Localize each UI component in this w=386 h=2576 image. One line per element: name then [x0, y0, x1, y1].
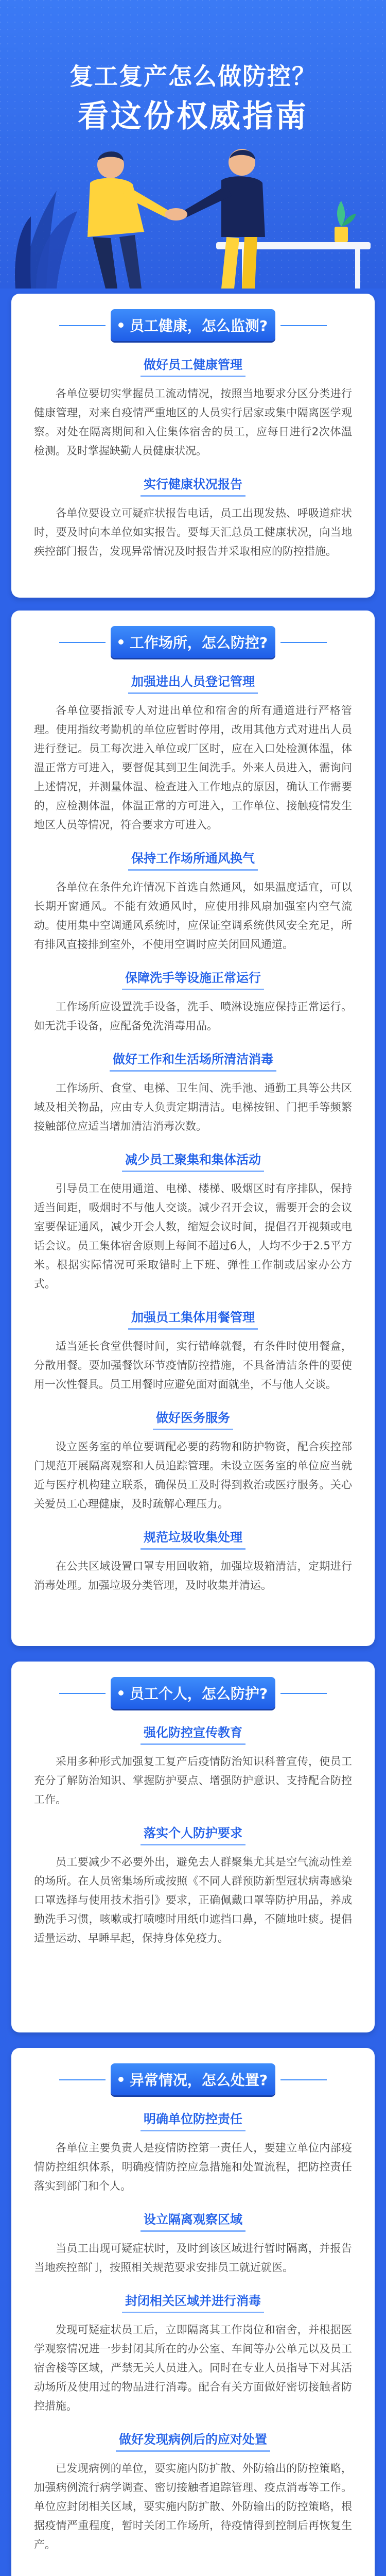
section-health-monitoring — [11, 294, 375, 598]
paragraph: 引导员工在使用通道、电梯、楼梯、吸烟区时有序排队，保持适当间距，吸烟时不与他人交谈。减少召开会议，需要开会的会议室要保证通风，减少开会人数，缩短会议时间，提倡召开视频或电话会议。员工集体宿舍原则上每间不超过6人，人均不少于2.5平方米。根据实际情况可采取错时上下班、弹性工作制或居家办公方式。 — [34, 1182, 352, 1290]
subsection-title: 明确单位防控责任 — [11, 2109, 375, 2131]
subsection-title: 做好员工健康管理 — [11, 354, 375, 377]
subsection-title: 封闭相关区域并进行消毒 — [11, 2291, 375, 2313]
paragraph: 工作场所应设置洗手设备，洗手、喷淋设施应保持正常运行。如无洗手设备，应配备免洗消毒用品。 — [34, 1001, 352, 1032]
paragraph: 发现可疑症状员工后，立即隔离其工作岗位和宿舍，并根据医学观察情况进一步封闭其所在的办公室、车间等办公单元以及员工宿舍楼等区域，严禁无关人员进入。同时在专业人员指导下对其活动场所及使用过的物品进行消毒。配合有关方面做好密切接触者防控措施。 — [34, 2324, 352, 2412]
subsection-title: 加强进出人员登记管理 — [11, 671, 375, 694]
handshake-illustration — [0, 129, 386, 289]
subsection-title: 落实个人防护要求 — [11, 1823, 375, 1845]
section-workplace-prevention — [11, 611, 375, 1646]
subsection-title: 做好工作和生活场所清洁消毒 — [11, 1049, 375, 1072]
bullet-dot-icon — [118, 323, 124, 328]
paragraph: 各单位要指派专人对进出单位和宿舍的所有通道进行严格管理。使用指纹考勤机的单位应暂时停用，改用其他方式对进出人员进行登记。员工每次进入单位或厂区时，应在入口处检测体温，体温正常方可进入，要督促其到卫生间洗手。外来人员进入，需询问上述情况，并测量体温、检查进入工作地点的原因，确认工作需要的，应检测体温，体温正常的方可进入，工作单位、接触疫情发生地区人员等情况，符合要求方可进入。 — [34, 704, 352, 831]
subsection-title: 设立隔离观察区域 — [11, 2209, 375, 2232]
hero-title-line2: 看这份权威指南 — [78, 98, 308, 134]
paragraph: 各单位主要负责人是疫情防控第一责任人，要建立单位内部疫情防控组织体系，明确疫情防控应急措施和处置流程，把防控责任落实到部门和个人。 — [34, 2142, 352, 2192]
section-abnormal-handling — [11, 2048, 375, 2576]
subsection-title: 强化防控宣传教育 — [11, 1722, 375, 1745]
subsection-title: 做好医务服务 — [11, 1408, 375, 1430]
bullet-dot-icon — [118, 639, 124, 645]
bullet-dot-icon — [118, 2077, 124, 2082]
paragraph: 各单位要设立可疑症状报告电话，员工出现发热、呼吸道症状时，要及时向本单位如实报告。要每天汇总员工健康状况，向当地疾控部门报告，发现异常情况及时报告并采取相应的防控措施。 — [34, 507, 352, 557]
subsection-title: 实行健康状况报告 — [11, 474, 375, 497]
paragraph: 采用多种形式加强复工复产后疫情防治知识科普宣传，使员工充分了解防治知识、掌握防护要点、增强防护意识、支持配合防控工作。 — [34, 1755, 352, 1806]
paragraph: 已发现病例的单位，要实施内防扩散、外防输出的防控策略，加强病例流行病学调查、密切接触者追踪管理、疫点消毒等工作。单位应封闭相关区域，要实施内防扩散、外防输出的防控策略，根据疫情严重程度，暂时关闭工作场所，待疫情得到控制后再恢复生产。 — [34, 2462, 352, 2551]
subsection-title: 做好发现病例后的应对处置 — [11, 2429, 375, 2452]
paragraph: 各单位要切实掌握员工流动情况，按照当地要求分区分类进行健康管理，对来自疫情严重地区的人员实行居家或集中隔离医学观察。对处在隔离期间和入住集体宿舍的员工，应每日进行2次体温检测。及时掌握缺勤人员健康状况。 — [34, 387, 352, 457]
paragraph: 适当延长食堂供餐时间，实行错峰就餐，有条件时使用餐盒，分散用餐。要加强餐饮环节疫情防控措施，不具备清洁条件的要使用一次性餐具。员工用餐时应避免面对面就坐，不与他人交谈。 — [34, 1340, 352, 1391]
subsection-title: 保持工作场所通风换气 — [11, 848, 375, 871]
section-title-badge — [111, 626, 275, 658]
paragraph: 在公共区域设置口罩专用回收箱，加强垃圾箱清洁，定期进行消毒处理。加强垃圾分类管理，及时收集并清运。 — [34, 1560, 352, 1591]
section-title: 员工个人，怎么防护? — [129, 1685, 268, 1702]
paragraph: 工作场所、食堂、电梯、卫生间、洗手池、通勤工具等公共区域及相关物品，应由专人负责定期清洁。电梯按钮、门把手等频繁接触部位应适当增加清洁消毒次数。 — [34, 1082, 352, 1132]
section-title-badge — [111, 309, 275, 341]
subsection-title: 减少员工聚集和集体活动 — [11, 1149, 375, 1172]
hero-banner — [0, 0, 386, 289]
section-personal-protection — [11, 1662, 375, 2032]
paragraph: 设立医务室的单位要调配必要的药物和防护物资，配合疾控部门规范开展隔离观察和人员追踪管理。未设立医务室的单位应当就近与医疗机构建立联系，确保员工及时得到救治或医疗服务。关心关爱员工心理健康，及时疏解心理压力。 — [34, 1440, 352, 1510]
subsection-title: 加强员工集体用餐管理 — [11, 1307, 375, 1330]
section-title: 工作场所，怎么防控? — [129, 634, 268, 651]
subsection-title: 保障洗手等设施正常运行 — [11, 968, 375, 990]
paragraph: 当员工出现可疑症状时，及时到该区域进行暂时隔离，并报告当地疾控部门，按照相关规范要求安排员工就近就医。 — [34, 2242, 352, 2274]
section-title-badge — [111, 1677, 275, 1709]
section-title: 异常情况，怎么处置? — [129, 2072, 268, 2089]
section-title: 员工健康，怎么监测? — [129, 317, 268, 334]
paragraph: 各单位在条件允许情况下首选自然通风，如果温度适宜，可以长期开窗通风。不能有效通风时，应使用排风扇加强室内空气流动。使用集中空调通风系统时，应保证空调系统供风安全充足，所有排风直接排到室外，不使用空调时应关闭回风通道。 — [34, 881, 352, 951]
subsection-title: 规范垃圾收集处理 — [11, 1527, 375, 1550]
section-title-badge — [111, 2063, 275, 2095]
paragraph: 员工要减少不必要外出，避免去人群聚集尤其是空气流动性差的场所。在人员密集场所或按照《不同人群预防新型冠状病毒感染口罩选择与使用技术指引》要求，正确佩戴口罩等防护用品，养成勤洗手习惯，咳嗽或打喷嚏时用纸巾遮挡口鼻，不随地吐痰。提倡适量运动、早睡早起，保持身体免疫力。 — [34, 1856, 352, 1944]
hero-title-line1: 复工复产怎么做防控？ — [69, 62, 317, 90]
bullet-dot-icon — [118, 1690, 124, 1696]
